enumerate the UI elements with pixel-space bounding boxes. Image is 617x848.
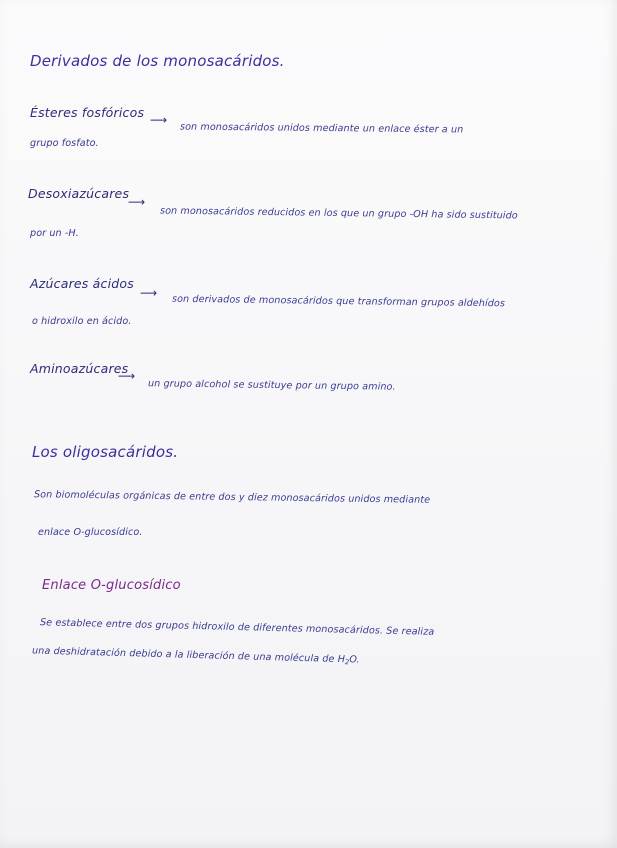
definition-line: un grupo alcohol se sustituye por un grupo amino. (147, 378, 396, 393)
section-title-derivados: Derivados de los monosacáridos. (30, 52, 285, 70)
arrow-icon: ⟶ (118, 369, 136, 383)
paragraph-line: Se establece entre dos grupos hidroxilo de diferentes monosacáridos. Se realiza (39, 617, 435, 638)
definition-line: grupo fosfato. (30, 138, 99, 149)
text-fragment: una deshidratación debido a la liberación de una molécula de H (31, 645, 346, 666)
text-fragment: O. (349, 654, 360, 666)
definition-line: son monosacáridos reducidos en los que un grupo -OH ha sido sustituido (159, 205, 518, 222)
term-azucares-acidos: Azúcares ácidos (30, 276, 134, 291)
definition-line: son monosacáridos unidos mediante un enlace éster a un (179, 121, 464, 136)
arrow-icon: ⟶ (150, 113, 168, 127)
paragraph-line: enlace O-glucosídico. (38, 527, 143, 538)
term-desoxiazucares: Desoxiazúcares (28, 186, 130, 201)
section-heading-enlace: Enlace O-glucosídico (42, 578, 181, 593)
section-title-oligosacaridos: Los oligosacáridos. (32, 443, 179, 461)
definition-line: son derivados de monosacáridos que transforman grupos aldehídos (171, 293, 506, 310)
definition-line: o hidroxilo en ácido. (32, 316, 132, 327)
definition-line: por un -H. (30, 228, 79, 239)
arrow-icon: ⟶ (140, 286, 158, 300)
subscript: 2 (344, 658, 350, 667)
paragraph-line: Son biomoléculas orgánicas de entre dos y diez monosacáridos unidos mediante (33, 489, 431, 506)
paragraph-line (32, 645, 360, 666)
term-aminoazucares: Aminoazúcares (30, 361, 129, 376)
arrow-icon: ⟶ (128, 195, 146, 209)
term-esteres-fosforicos: Ésteres fosfóricos (30, 105, 145, 120)
